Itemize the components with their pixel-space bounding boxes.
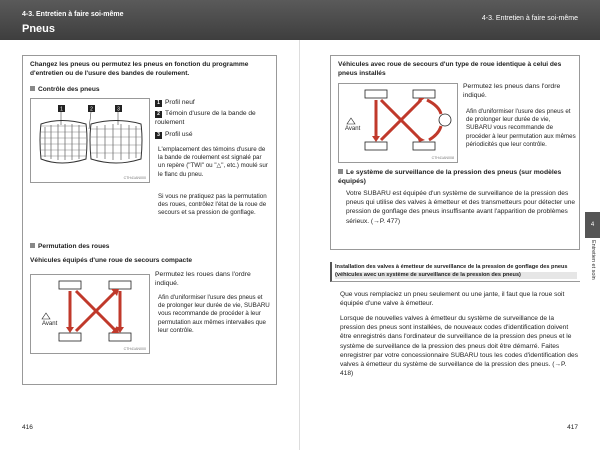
intro-text: Changez les pneus ou permutez les pneus en fonction du programme d'entretien ou de l'usure des bandes de roulement.	[30, 61, 249, 77]
full-rotation-note: Afin d'uniformiser l'usure des pneus et de prolonger leur durée de vie, SUBARU vous recommande de procéder à leur permutation aux mêmes périodicités que leur contrôle.	[466, 108, 576, 148]
rotation-figure-full	[338, 83, 458, 163]
figure-code: CTH41AN008	[431, 156, 454, 160]
legend-num-1: 1	[155, 100, 162, 107]
install-section-head	[330, 262, 580, 282]
tire-new	[40, 121, 87, 164]
page-gutter	[299, 40, 300, 450]
legend-item-3	[155, 131, 193, 140]
tire-worn	[90, 121, 142, 164]
compact-rotation-note: Afin d'uniformiser l'usure des pneus et de prolonger leur durée de vie, SUBARU vous recommande de procéder à leur permutation aux mêmes intervalles que leur contrôle.	[158, 294, 270, 334]
compact-rotation-text: Permutez les roues dans l'ordre indiqué.	[155, 271, 251, 287]
figure-code: CTH41AN000	[123, 176, 146, 180]
chapter-label: Entretien et soin	[590, 240, 596, 280]
legend-text-1: Profil neuf	[165, 99, 195, 106]
rotation-diagram	[31, 275, 149, 353]
page-title: Pneus	[22, 23, 56, 35]
spare-wheel	[439, 114, 451, 126]
subhead-compact-spare: Véhicules équipés d'une roue de secours compacte	[30, 257, 193, 264]
install-subheading: (véhicules avec un système de surveillance de la pression des pneus)	[335, 272, 577, 280]
full-rotation-text: Permutez les pneus dans l'ordre indiqué.	[463, 83, 561, 99]
front-arrow-icon	[42, 313, 50, 319]
wear-indicator-note: L'emplacement des témoins d'usure de la bande de roulement est signalé par un repère ("TWI" ou "△", etc.) moulé sur le flanc du pneu.	[158, 146, 268, 178]
section-rotation	[30, 243, 109, 252]
section-bullet-icon	[338, 169, 343, 174]
rotation-note: Si vous ne pratiquez pas la permutation des roues, contrôlez l'état de la roue de secours et sa pression de gonflage.	[158, 193, 267, 217]
callout-2: 2	[90, 106, 93, 113]
section-bullet-icon	[30, 243, 35, 248]
chapter-tab: 4	[585, 212, 600, 238]
page-header	[0, 0, 600, 40]
section-rotation-label: Permutation des roues	[38, 243, 110, 250]
tire-illustration	[31, 99, 149, 182]
install-paragraph-2: Lorsque de nouvelles valves à émetteur du système de surveillance de la pression des pneus sont installées, de nouveaux codes d'identification doivent être enregistrés dans l'ordinateur de surveillance de la pression des pneus et le système de surveillance de la pression des pneus doit être démarré. Faites enregistrer par votre concessionnaire SUBARU tous les codes d'identification des valves à émetteur du système de surveillance de la pression des pneus. (→P. 418)	[340, 315, 579, 378]
tire-wear-figure	[30, 98, 150, 183]
section-label-left: 4-3. Entretien à faire soi-même	[22, 11, 124, 18]
section-bullet-icon	[30, 86, 35, 91]
page-number-left: 416	[22, 424, 33, 431]
front-label: Avant	[345, 126, 361, 132]
subhead-full-spare: Véhicules avec roue de secours d'un type de roue identique à celui des pneus installés	[338, 61, 562, 77]
page-number-right: 417	[567, 424, 578, 431]
legend-item-1	[155, 99, 195, 108]
front-arrow-icon	[347, 118, 355, 124]
install-heading: Installation des valves à émetteur de surveillance de la pression de gonflage des pneus	[335, 264, 568, 270]
legend-num-2: 2	[155, 111, 162, 118]
front-label: Avant	[42, 321, 58, 327]
callout-3: 3	[117, 106, 120, 113]
section-label-right: 4-3. Entretien à faire soi-même	[481, 15, 578, 22]
section-tire-check-label: Contrôle des pneus	[38, 86, 100, 93]
rotation-figure-compact	[30, 274, 150, 354]
legend-text-2: Témoin d'usure de la bande de roulement	[155, 110, 256, 126]
section-tire-check	[30, 86, 100, 95]
tpms-text: Votre SUBARU est équipée d'un système de surveillance de la pression des pneus qui utilise des valves à émetteur et des transmetteurs pour détecter une pression de gonflage des pneus insuffisante avant l'apparition de problèmes sérieux. (→P. 477)	[346, 190, 576, 225]
figure-code: CTH41AN000	[123, 347, 146, 351]
tpms-title	[338, 168, 576, 186]
callout-1: 1	[60, 106, 63, 113]
legend-text-3: Profil usé	[165, 131, 193, 138]
legend-num-3: 3	[155, 132, 162, 139]
install-paragraph-1: Que vous remplaciez un pneu seulement ou une jante, il faut que la roue soit équipée d'une valve à émetteur.	[340, 291, 565, 308]
tpms-title-label: Le système de surveillance de la pression des pneus (sur modèles équipés)	[338, 169, 562, 185]
legend-item-2	[155, 110, 270, 127]
rotation-diagram-full	[339, 84, 457, 162]
